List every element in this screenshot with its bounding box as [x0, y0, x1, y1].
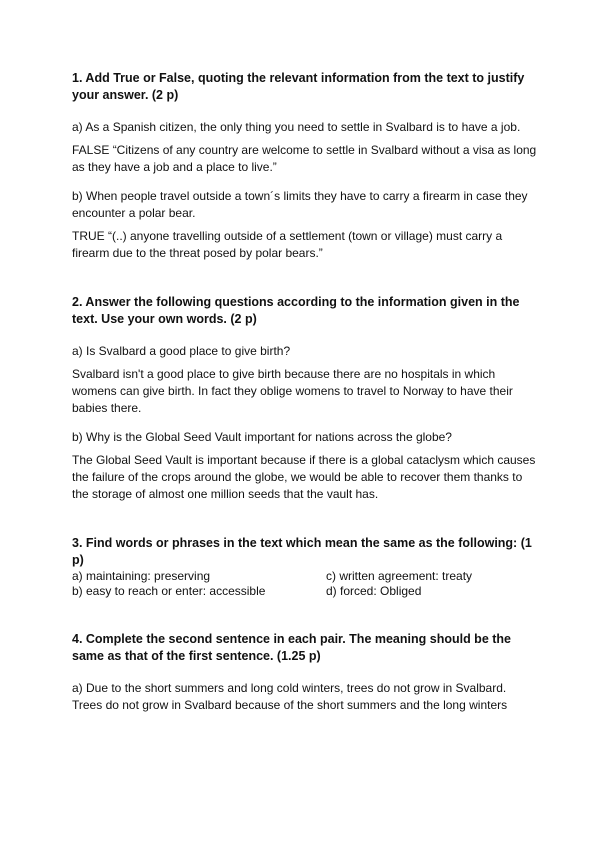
section-3-answer-b: b) easy to reach or enter: accessible: [72, 584, 266, 598]
worksheet-page: [72, 70, 542, 714]
section-4-question-a: a) Due to the short summers and long cold winters, trees do not grow in Svalbard.: [72, 681, 507, 695]
section-4: [72, 631, 542, 714]
section-1-question-a: a) As a Spanish citizen, the only thing you need to settle in Svalbard is to have a job.: [72, 120, 521, 134]
section-4-answer-a: Trees do not grow in Svalbard because of the short summers and the long winters: [72, 698, 508, 712]
section-1-question-b: b) When people travel outside a town´s limits they have to carry a firearm in case they encounter a polar bear.: [72, 189, 528, 220]
section-2-question-b: b) Why is the Global Seed Vault important for nations across the globe?: [72, 430, 452, 444]
section-1-answer-a: FALSE “Citizens of any country are welcome to settle in Svalbard without a visa as long as they have a job and a place to live.”: [72, 143, 537, 174]
section-3-answer-d: d) forced: Obliged: [326, 584, 422, 598]
section-1-answer-b: TRUE “(..) anyone travelling outside of a settlement (town or village) must carry a firearm due to the threat posed by polar bears.”: [72, 229, 503, 260]
section-3-heading: 3. Find words or phrases in the text which mean the same as the following: (1 p): [72, 536, 532, 567]
section-2-answer-a: Svalbard isn't a good place to give birth because there are no hospitals in which womens can give birth. In fact they oblige womens to travel to Norway to have their babies there.: [72, 367, 513, 415]
section-2-answer-b: The Global Seed Vault is important because if there is a global cataclysm which causes the failure of the crops around the globe, we would be able to recover them thanks to the storage of almost one million seeds that the vault has.: [72, 453, 536, 501]
section-2: [72, 294, 542, 503]
section-3-answer-c: c) written agreement: treaty: [326, 569, 473, 583]
section-1: [72, 70, 542, 262]
section-3-answers: [72, 569, 542, 599]
section-4-heading: 4. Complete the second sentence in each pair. The meaning should be the same as that of the first sentence. (1.25 p): [72, 632, 511, 663]
section-2-heading: 2. Answer the following questions according to the information given in the text. Use your own words. (2 p): [72, 295, 520, 326]
section-3-answer-a: a) maintaining: preserving: [72, 569, 211, 583]
section-2-question-a: a) Is Svalbard a good place to give birth?: [72, 344, 291, 358]
section-1-heading: 1. Add True or False, quoting the relevant information from the text to justify your answer. (2 p): [72, 71, 525, 102]
section-3: [72, 535, 542, 599]
